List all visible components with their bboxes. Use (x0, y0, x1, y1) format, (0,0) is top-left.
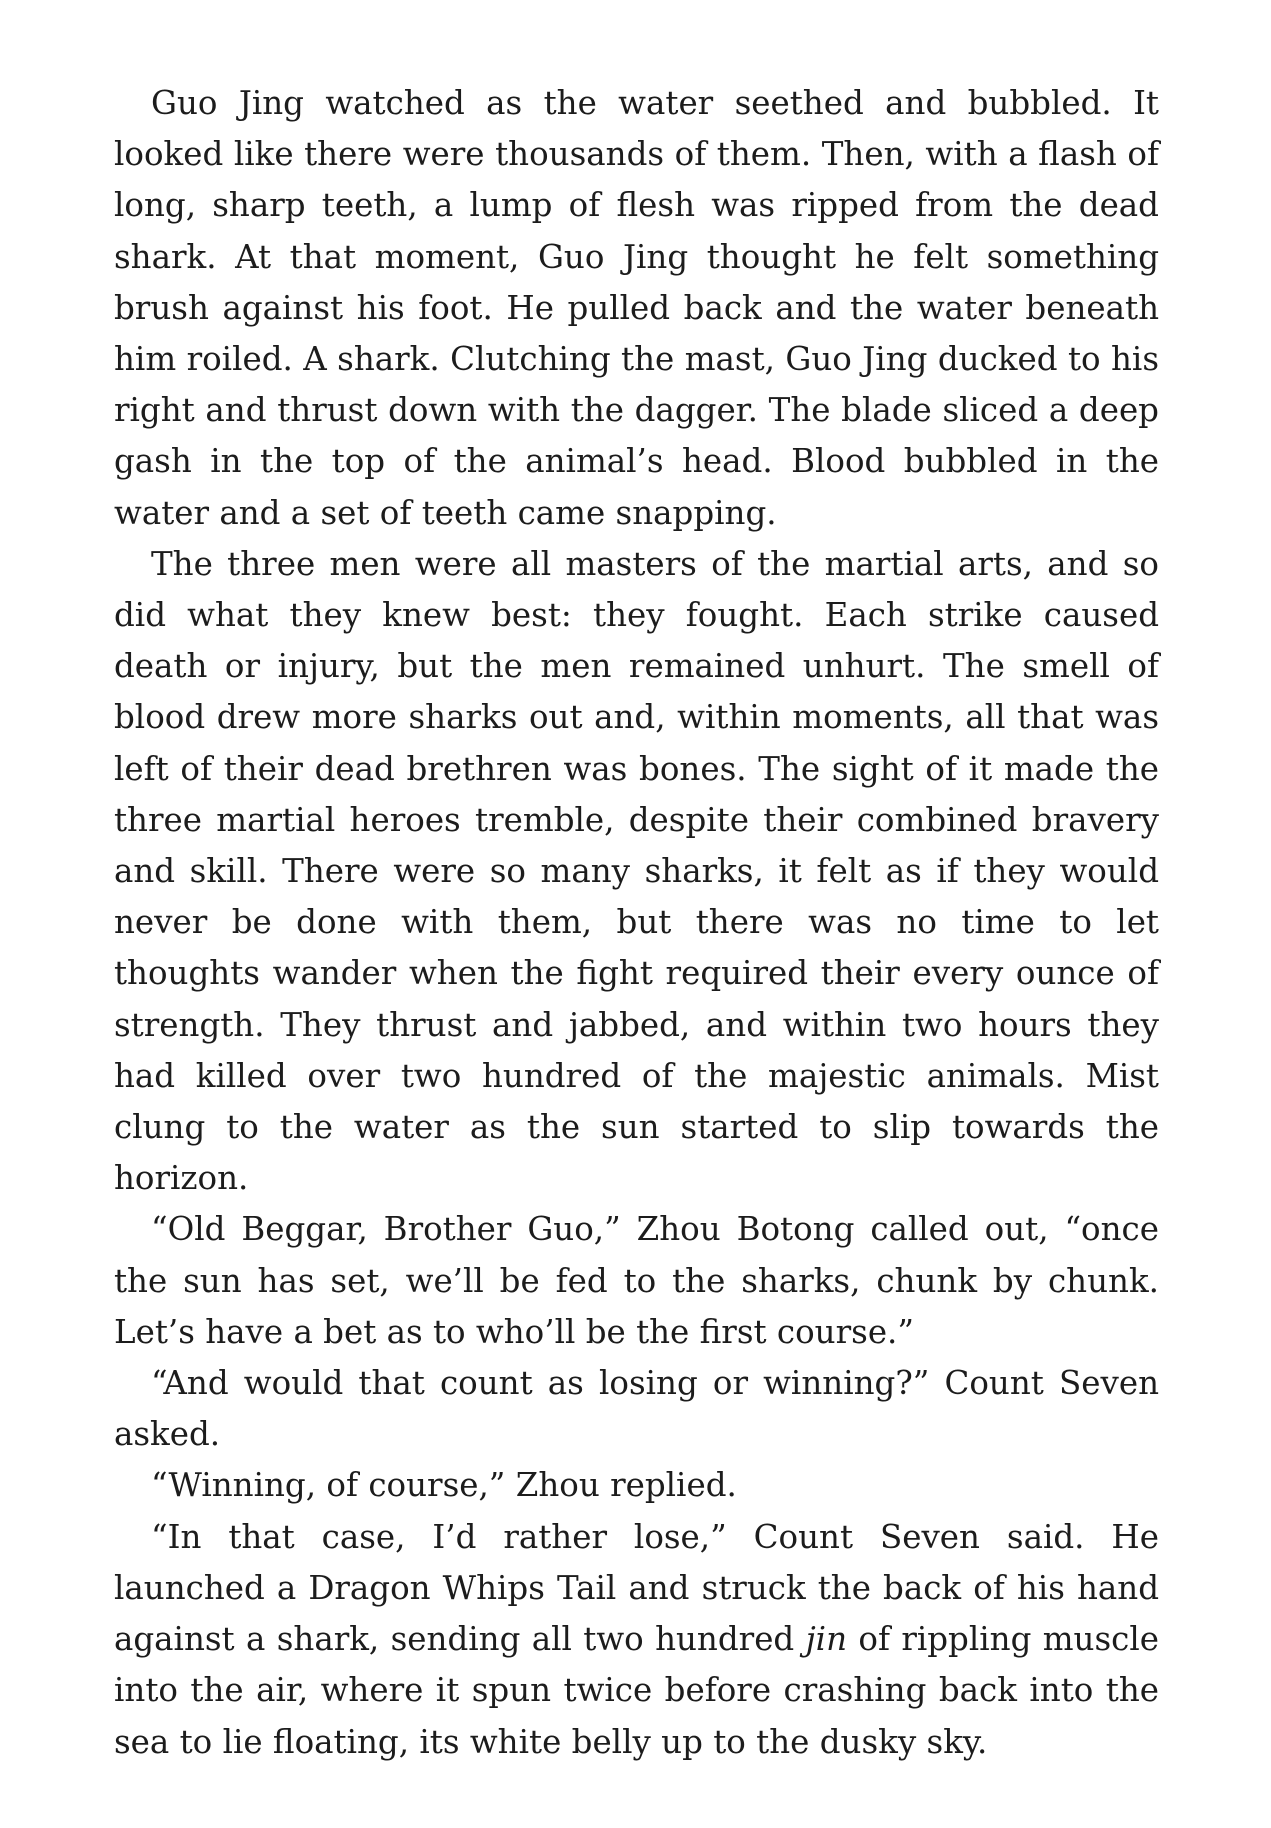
paragraph-3: “Old Beggar, Brother Guo,” Zhou Botong called out, “once the sun has set, we’ll be fed to the sharks, chunk by chunk. Let’s have a bet as to who’ll be the first course.” (114, 1210, 1159, 1351)
italic-term-jin: jin (805, 1620, 848, 1659)
paragraph-2: The three men were all masters of the martial arts, and so did what they knew best: they fought. Each strike caused death or injury, but the men remained unhurt. The smell of blood drew more sharks out and, within moments, all that was left of their dead brethren was bones. The sight of it made the three martial heroes tremble, despite their combined bravery and skill. There were so many sharks, it felt as if they would never be done with them, but there was no time to let thoughts wander when the fight required their every ounce of strength. They thrust and jabbed, and within two hours they had killed over two hundred of the majestic animals. Mist clung to the water as the sun started to slip towards the horizon. (114, 544, 1159, 1198)
book-page-body (114, 78, 1159, 1768)
paragraph-5: “Winning, of course,” Zhou replied. (151, 1466, 737, 1505)
paragraph-4: “And would that count as losing or winning?” Count Seven asked. (114, 1364, 1159, 1454)
paragraph-6-text-after: of rippling muscle into the air, where it spun twice before crashing back into the sea to lie floating, its white belly up to the dusky sky. (114, 1620, 1159, 1761)
paragraph-6 (114, 1512, 1159, 1768)
paragraph-6-text-before: “In that case, I’d rather lose,” Count Seven said. He launched a Dragon Whips Tail and struck the back of his hand against a shark, sending all two hundred (114, 1517, 1159, 1659)
paragraph-1: Guo Jing watched as the water seethed and bubbled. It looked like there were thousands of them. Then, with a flash of long, sharp teeth, a lump of flesh was ripped from the dead shark. At that moment, Guo Jing thought he felt something brush against his foot. He pulled back and the water beneath him roiled. A shark. Clutching the mast, Guo Jing ducked to his right and thrust down with the dagger. The blade sliced a deep gash in the top of the animal’s head. Blood bubbled in the water and a set of teeth came snapping. (114, 84, 1159, 532)
